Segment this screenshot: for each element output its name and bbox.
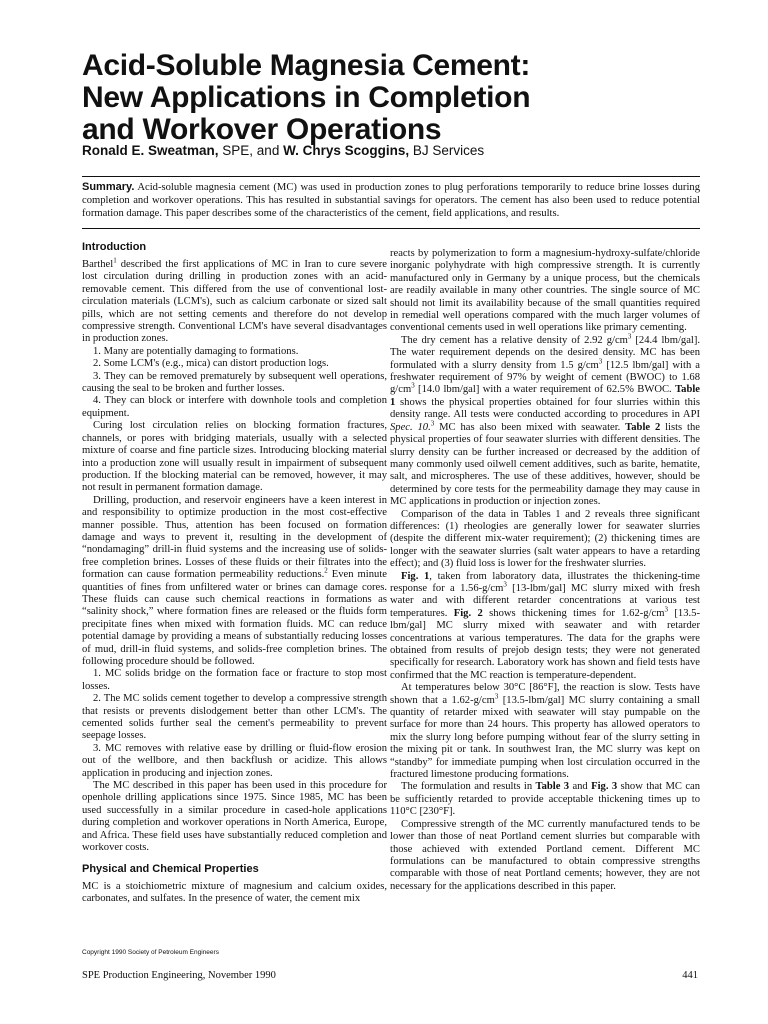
paragraph: The MC described in this paper has been used in this procedure for openhole drilling applications since 1975. Since 1985, MC has been used successfully in a similar procedure in cased-hole applications during completion and workover operations in North America, Europe, and Africa. These field uses have substantially reduced completion and workover costs. — [82, 780, 387, 854]
paragraph: Curing lost circulation relies on blocking formation fractures, channels, or pores with bridging materials, usually with a selected mixture of coarse and fine particle sizes. Introducing blocking material into a production zone will usually result in impairment of subsequent production. If the blocking material can be removed, however, it may not result in permanent formation damage. — [82, 420, 387, 494]
list-item: 3. MC removes with relative ease by drilling or fluid-flow erosion out of the wellbore, and then backflush or acidize. This allows application in producing and injection zones. — [82, 742, 387, 779]
title-line: Acid-Soluble Magnesia Cement: — [82, 49, 531, 82]
summary — [82, 181, 700, 220]
section-heading-introduction: Introduction — [82, 241, 147, 253]
list-item: 1. Many are potentially damaging to formations. — [93, 345, 299, 357]
list-item: 1. MC solids bridge on the formation face or fracture to stop most losses. — [82, 668, 387, 692]
journal-footer: SPE Production Engineering, November 1990 — [82, 970, 276, 981]
author-affiliation: SPE, and — [218, 143, 284, 158]
paragraph: Drilling, production, and reservoir engineers have a keen interest in and responsibility to optimize production in the most cost-effective manner possible. Thus, attention has been focused on formation damage and ways to prevent it, resulting in the development of “nondamaging” drill-in fluid systems and the increasing use of solids-free completion brines. Losses of these fluids or their filtrates into the formation can cause formation permeability reductions.$^2$ Even minute quantities of fines from unfiltered water or brines can damage cores. These fluids can cause such chemical reactions in formations as “salinity shock,” where formation fines are released or the fluids form precipitate fines when mixed with formation fluids. MC can reduce potential damage by providing a means of substantially reducing losses of mud, drill-in fluid systems, and solids-free completion brines. The following procedure should be followed. — [82, 494, 387, 667]
paragraph: Fig. 1, taken from laboratory data, illustrates the thickening-time response for a $1.56-g/cm^3$ [13-lbm/gal] MC slurry mixed with fresh water and with different retarder concentrations at various test temperatures. Fig. 2 shows thickening times for $1.62-g/cm^3$ [13.5-lbm/gal] MC slurry mixed with seawater and with retarder concentrations at various temperatures. The data for the graphs were obtained from results of prejob design tests; they were not generated specifically for research. Laboratory work has shown and field tests have confirmed that the MC reaction is temperature-dependent. — [390, 570, 700, 681]
paragraph: Compressive strength of the MC currently manufactured tends to be lower than those of neat Portland cement slurries but comparable with those achieved with extended Portland cement. Different MC formulations can be manufactured to obtain compressive strengths comparable with those of neat Portland cements; however, they are not necessary for the applications described in this paper. — [390, 818, 700, 892]
list-item: 3. They can be removed prematurely by subsequent well operations, causing the seal to be broken and further losses. — [82, 370, 387, 395]
figure-ref: Fig. 3 — [591, 781, 618, 793]
copyright-notice: Copyright 1990 Society of Petroleum Engineers — [82, 949, 219, 956]
page-number: 441 — [682, 970, 698, 981]
paragraph: The formulation and results in Table 3 and Fig. 3 show that MC can be sufficiently retarded to provide acceptable thickening times up to 110°C [230°F]. — [390, 781, 701, 818]
summary-lead: Summary. — [82, 181, 135, 193]
author-name: W. Chrys Scoggins, — [283, 143, 410, 158]
author-name: Ronald E. Sweatman, — [82, 143, 219, 158]
divider-top — [82, 176, 700, 177]
author-line — [82, 143, 484, 158]
left-column — [82, 241, 387, 905]
figure-ref: Fig. 2 — [453, 607, 483, 619]
list-item: 2. The MC solids cement together to develop a compressive strength that resists or prevents dislodgement better than other LCM's. The cemented solids further seal the cement's permeability to prevent seepage losses. — [82, 693, 387, 742]
paragraph: Barthel$^1$ described the first applications of MC in Iran to cure severe lost circulation during drilling in production zones with an acid-removable cement. This differed from the use of conventional lost-circulation materials (LCM's), such as calcium carbonate or sized salt pills, which are not setting cements and therefore do not develop compressive strength. Conventional LCM's have several disadvantages in production zones. — [82, 256, 387, 345]
list-item: 2. Some LCM's (e.g., mica) can distort production logs. — [93, 358, 329, 370]
paragraph: At temperatures below 30°C [86°F], the reaction is slow. Tests have shown that a $1.62-g/cm^3$ [13.5-lbm/gal] MC slurry containing a small quantity of retarder mixed with seawater will stay pumpable on the surface for more than 24 hours. This property has allowed operators to mix the slurry long before pumping without fear of the slurry setting in the mixing pit or tank. In southwest Iran, the MC slurry was kept on “standby” for immediate pumping when lost circulation occurred in the fractured limestone producing formations. — [390, 682, 700, 781]
right-column — [390, 248, 700, 893]
summary-text: Acid-soluble magnesia cement (MC) was used in production zones to plug perforations temporarily to reduce brine losses during completion and workover operations. This has resulted in substantial savings for operators. The cement has also been used to reduce potential formation damage. This paper describes some of the characteristics of the cement, field applications, and results. — [82, 182, 700, 219]
table-ref: Table 2 — [625, 421, 661, 433]
author-affiliation: BJ Services — [409, 143, 485, 158]
table-ref: Table 1 — [390, 384, 700, 408]
list-item: 4. They can block or interfere with downhole tools and completion equipment. — [82, 395, 387, 419]
paragraph: MC is a stoichiometric mixture of magnesium and calcium oxides, carbonates, and sulfates. In the presence of water, the cement mix — [82, 880, 387, 904]
title-line: and Workover Operations — [82, 113, 442, 146]
paper-title — [82, 50, 722, 146]
paragraph: The dry cement has a relative density of 2.92 $g/cm^3$ [24.4 lbm/gal]. The water requirement depends on the desired density. MC has been formulated with a slurry density from 1.5 $g/cm^3$ [12.5 lbm/gal] with a freshwater requirement of 97% by weight of cement (BWOC) to 1.68 $g/cm^3$ [14.0 lbm/gal] with a water requirement of 62.5% BWOC. Table 1 shows the physical properties obtained for four slurries within this density range. All tests were conducted according to procedures in API Spec. 10.$^3$ MC has also been mixed with seawater. Table 2 lists the physical properties of four seawater slurries with different densities. The slurry density can be further increased or decreased by the addition of many commonly used oilwell cement additives, such as barite, hematite, salt, and microspheres. The use of these additives, however, should be determined by core tests for the permeability damage they may cause in MC applications in production or injection zones. — [390, 332, 701, 508]
title-line: New Applications in Completion — [82, 81, 531, 114]
divider-bottom — [82, 228, 700, 229]
section-heading-physical: Physical and Chemical Properties — [82, 862, 259, 875]
paragraph: Comparison of the data in Tables 1 and 2 reveals three significant differences: (1) rheologies are generally lower for seawater slurries (despite the different mix-water requirement); (2) thickening times are longer with the seawater slurries (salt water appears to have a retarding effect); and (3) fluid loss is lower for the freshwater slurries. — [390, 508, 700, 570]
paragraph: reacts by polymerization to form a magnesium-hydroxy-sulfate/chloride inorganic polyhydrate with high compressive strength. It is currently manufactured only in Germany by a unique process, but the chemicals are readily available in many other countries. The single source of MC should not limit its availability because of the small quantities required in remedial well operations compared with the much larger volumes of conventional cements used in well operations like primary cementing. — [390, 248, 700, 334]
table-ref: Table 3 — [535, 781, 570, 793]
figure-ref: Fig. 1 — [401, 570, 430, 582]
